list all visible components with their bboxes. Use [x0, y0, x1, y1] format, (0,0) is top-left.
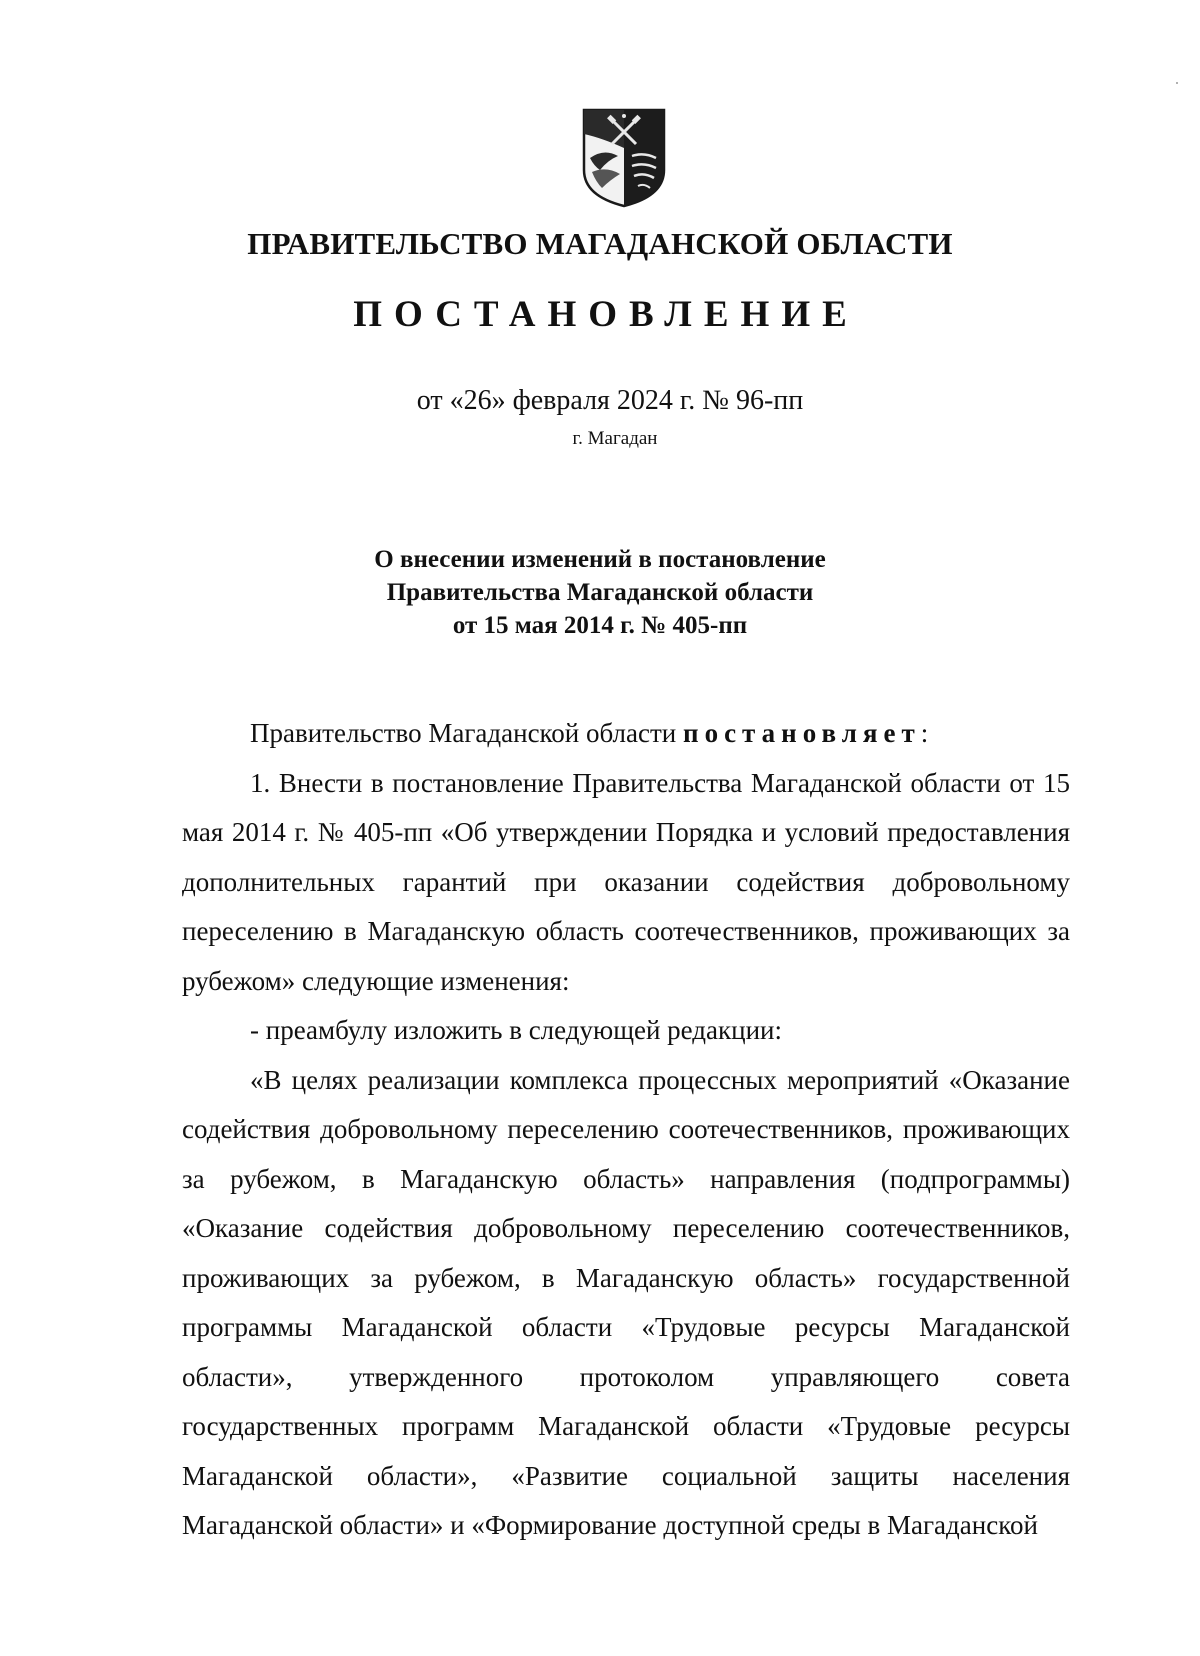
intro-colon: : — [920, 718, 929, 748]
document-body — [182, 709, 1070, 1551]
subject-line: от 15 мая 2014 г. № 405-пп — [452, 612, 748, 639]
magadan-coat-of-arms-icon — [582, 108, 666, 208]
paragraph-3: «В целях реализации комплекса процессных мероприятий «Оказание содействия добровольному переселению соотечественников, проживающих за рубежом, в Магаданскую область» направления (подпрограммы) «Оказание содействия добровольному переселению соотечественников, проживающих за рубежом, в Магаданскую область» государственной программы Магаданской области «Трудовые ресурсы Магаданской области», утвержденного протоколом управляющего совета государственных программ Магаданской области «Трудовые ресурсы Магаданской области», «Развитие социальной защиты населения Магаданской области» и «Формирование доступной среды в Магаданской — [182, 1064, 1070, 1540]
paragraph-1: 1. Внести в постановление Правительства Магаданской области от 15 мая 2014 г. № 405-пп «Об утверждении Порядка и условий предоставления дополнительных гарантий при оказании содействия добровольному переселению в Магаданскую область соотечественников, проживающих за рубежом» следующие изменения: — [182, 767, 1070, 996]
subject-line: Правительства Магаданской области — [386, 579, 814, 606]
government-title: ПРАВИТЕЛЬСТВО МАГАДАНСКОЙ ОБЛАСТИ — [247, 226, 953, 261]
paragraph-2: - преамбулу изложить в следующей редакции: — [250, 1015, 782, 1045]
document-city: г. Магадан — [572, 428, 658, 449]
document-type: ПОСТАНОВЛЕНИЕ — [353, 294, 859, 335]
intro-paragraph — [182, 709, 1070, 759]
document-date-number: от «26» февраля 2024 г. № 96-пп — [416, 385, 804, 416]
subject-line: О внесении изменений в постановление — [374, 546, 826, 573]
document-subject — [0, 543, 1200, 642]
scan-speck — [1176, 82, 1178, 84]
intro-text: Правительство Магаданской области — [250, 718, 677, 748]
intro-verb: постановляет — [683, 718, 921, 748]
